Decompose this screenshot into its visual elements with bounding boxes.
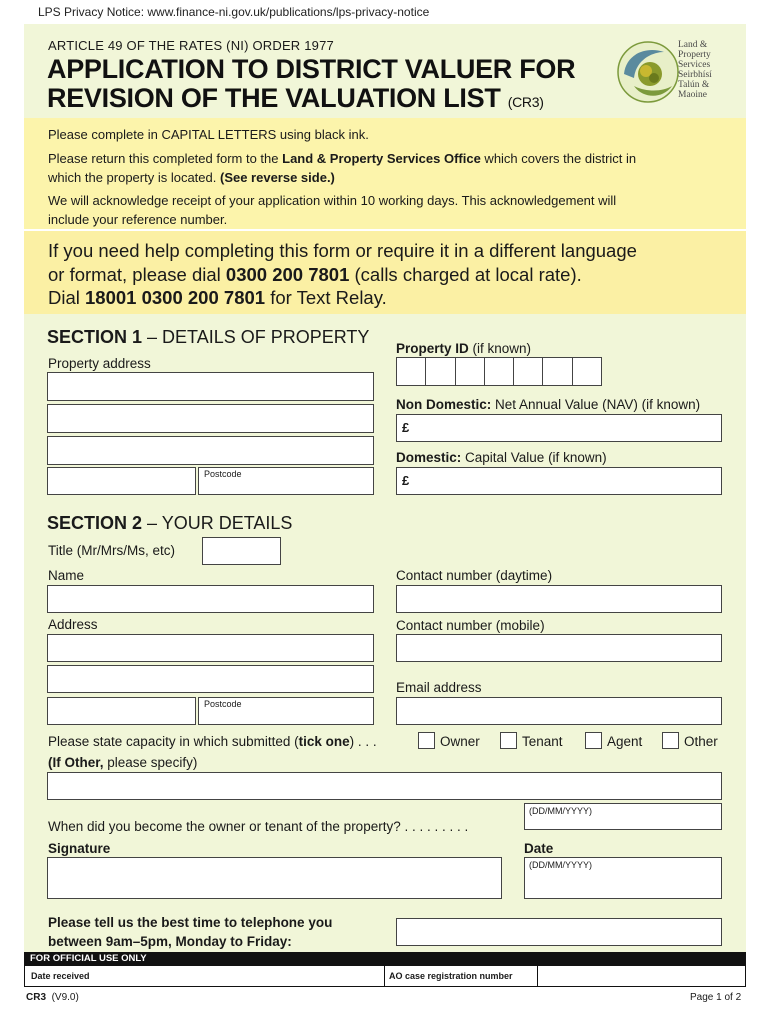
property-id-cell[interactable] [397,358,426,385]
title-line-1: APPLICATION TO DISTRICT VALUER FOR [47,54,576,84]
address-line-3[interactable] [47,697,196,725]
title-label: Title (Mr/Mrs/Ms, etc) [48,543,175,558]
other-specify-field[interactable] [47,772,722,800]
property-id-cell[interactable] [573,358,601,385]
section-2-heading [47,513,292,534]
property-postcode-field[interactable] [198,467,374,495]
instruction-bold: (See reverse side.) [219,170,335,185]
section-number: SECTION 2 [47,513,143,533]
telephone-time-label [48,913,332,951]
owner-since-label: When did you become the owner or tenant of the property? . . . . . . . . . [48,819,469,834]
other-checkbox[interactable] [662,732,679,749]
form-version [26,992,79,1003]
telephone-time-field[interactable] [396,918,722,946]
property-id-cell[interactable] [456,358,485,385]
logo-line: Land & [678,40,708,50]
article-reference: ARTICLE 49 OF THE RATES (NI) ORDER 1977 [48,38,334,53]
other-bold: (If Other, [48,755,104,770]
date-received-label: Date received [31,971,90,981]
property-address-line-1[interactable] [47,372,374,401]
property-id-label [396,341,531,356]
help-phone: 0300 200 7801 [225,263,350,285]
help-line: or format, please dial [48,263,226,285]
other-specify-label [48,755,197,770]
property-id-cell[interactable] [485,358,514,385]
name-field[interactable] [47,585,374,613]
help-line: (calls charged at local rate). [349,263,582,285]
name-label: Name [48,568,85,583]
help-line: If you need help completing this form or require it in a different language [48,240,637,261]
section-title: – YOUR DETAILS [142,513,293,533]
agent-option-label: Agent [607,734,643,749]
logo-line: Maoine [678,90,708,100]
logo-text [678,40,712,100]
postcode-label: Postcode [204,699,242,709]
lps-logo [616,40,736,106]
capacity-label [48,734,377,749]
property-address-label: Property address [48,356,151,371]
help-line: for Text Relay. [265,287,387,308]
footer-version: (V9.0) [51,992,79,1003]
other-option-label: Other [684,734,718,749]
instruction-acknowledge [48,191,616,229]
page-number: Page 1 of 2 [690,992,742,1003]
date-format-hint: (DD/MM/YYYY) [529,806,592,816]
logo-line: Services [678,60,711,70]
date-format-hint: (DD/MM/YYYY) [529,860,592,870]
section-1-heading [47,327,369,348]
instruction-return [48,149,636,187]
instruction-bold: Land & Property Services Office [282,151,481,166]
official-divider [537,966,538,986]
help-line: Dial [48,287,86,308]
signature-label: Signature [48,841,111,856]
title-line-2 [47,84,575,117]
owner-option-label: Owner [440,734,480,749]
tenant-option-label: Tenant [522,734,563,749]
instruction-text: which covers the district in [480,151,637,166]
capacity-bold: tick one [298,734,350,749]
capacity-text: Please state capacity in which submitted ( [48,734,299,749]
email-label: Email address [396,680,482,695]
footer-code: CR3 [26,992,47,1003]
nav-label [396,397,700,412]
property-id-bold: Property ID [396,341,469,356]
capital-value-label [396,450,607,465]
property-id-field[interactable] [396,357,602,386]
signature-field[interactable] [47,857,502,899]
help-text [48,239,637,310]
date-label: Date [524,841,554,856]
instruction-text: include your reference number. [48,212,228,227]
currency-symbol: £ [402,473,410,488]
owner-checkbox[interactable] [418,732,435,749]
contact-daytime-label: Contact number (daytime) [396,568,553,583]
nav-field[interactable] [396,414,722,442]
instruction-text: Please return this completed form to the [48,151,283,166]
band-divider [24,229,746,231]
property-address-line-4[interactable] [47,467,196,495]
currency-symbol: £ [402,420,410,435]
lps-logo-icon [616,40,736,106]
form-code: (CR3) [507,94,544,110]
official-use-title: FOR OFFICIAL USE ONLY [30,953,147,964]
other-rest: please specify) [103,755,198,770]
property-address-line-3[interactable] [47,436,374,465]
signature-date-field[interactable] [524,857,722,899]
property-id-cell[interactable] [543,358,572,385]
nav-rest: Net Annual Value (NAV) (if known) [491,397,701,412]
telephone-line: between 9am–5pm, Monday to Friday: [48,934,292,949]
instruction-capitals: Please complete in CAPITAL LETTERS using black ink. [48,127,369,142]
postcode-label: Postcode [204,469,242,479]
agent-checkbox[interactable] [585,732,602,749]
section-number: SECTION 1 [47,327,143,347]
telephone-line: Please tell us the best time to telephone you [48,915,333,930]
ao-case-label: AO case registration number [389,971,513,981]
domestic-bold: Domestic: [396,450,462,465]
title-field[interactable] [202,537,281,565]
capital-value-field[interactable] [396,467,722,495]
nav-bold: Non Domestic: [396,397,492,412]
owner-since-date-field[interactable] [524,803,722,830]
property-id-rest: (if known) [468,341,532,356]
contact-mobile-label: Contact number (mobile) [396,618,545,633]
instruction-text: which the property is located. [48,170,220,185]
logo-line: Seirbhísí [678,70,712,80]
property-id-cell[interactable] [514,358,543,385]
official-divider [384,966,385,986]
address-postcode-field[interactable] [198,697,374,725]
logo-line: Property [678,50,711,60]
address-label: Address [48,617,98,632]
logo-line: Talún & [678,80,710,90]
official-use-heading [24,952,746,965]
contact-mobile-field[interactable] [396,634,722,662]
privacy-notice[interactable]: LPS Privacy Notice: www.finance-ni.gov.uk/publications/lps-privacy-notice [38,5,430,19]
form-title [47,55,575,117]
email-field[interactable] [396,697,722,725]
title-line-2-text: REVISION OF THE VALUATION LIST [47,83,501,113]
capacity-text: ) . . . [349,734,377,749]
property-id-cell[interactable] [426,358,455,385]
contact-daytime-field[interactable] [396,585,722,613]
property-address-line-2[interactable] [47,404,374,433]
official-use-row [24,965,746,987]
instruction-text: We will acknowledge receipt of your application within 10 working days. This acknowledgement will [48,193,617,208]
domestic-rest: Capital Value (if known) [461,450,607,465]
address-line-2[interactable] [47,665,374,693]
tenant-checkbox[interactable] [500,732,517,749]
help-text-relay: 18001 0300 200 7801 [85,287,266,308]
address-line-1[interactable] [47,634,374,662]
section-title: – DETAILS OF PROPERTY [142,327,370,347]
